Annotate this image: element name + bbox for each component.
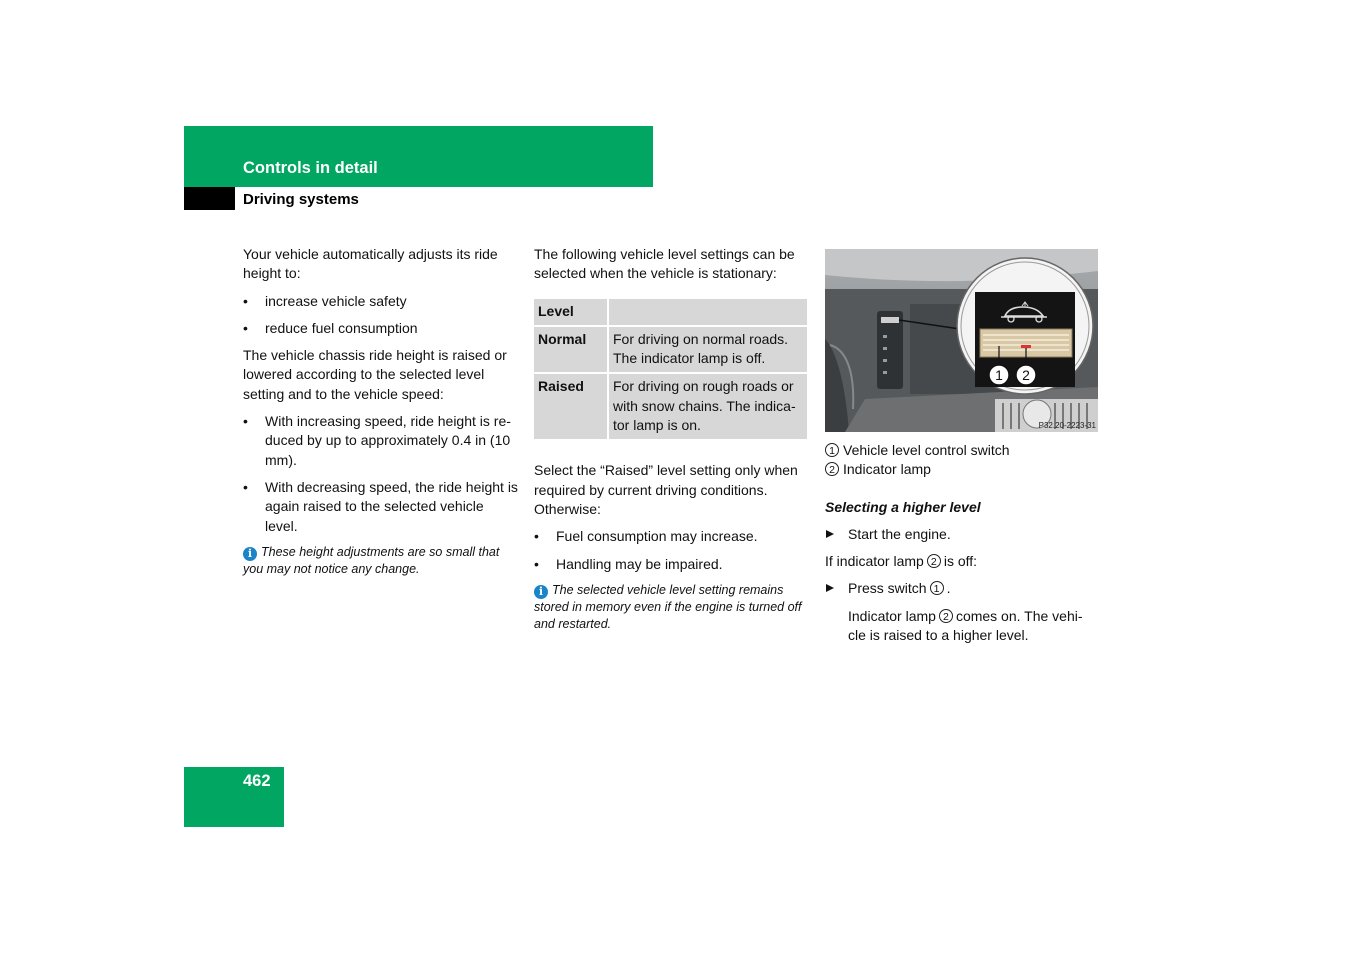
- info-note: i The selected vehicle level setting remains stored in memory even if the engine is turned off and restarted.: [534, 582, 802, 631]
- list-item: • Handling may be impaired.: [534, 555, 809, 574]
- info-note: i These height adjustments are so small that you may not notice any change.: [243, 544, 500, 576]
- paragraph: Select the “Raised” level setting only when required by current driving conditions. Otherwise:: [534, 462, 798, 517]
- subsection-marker: [184, 187, 235, 210]
- number-badge: 2: [927, 554, 941, 568]
- image-code: P32.20-2223-31: [1038, 421, 1096, 430]
- number-badge: 1: [825, 443, 839, 457]
- step-result: Indicator lamp 2 comes on. The vehi-cle is raised to a higher level.: [848, 607, 1083, 644]
- condition-text: If indicator lamp 2 is off:: [825, 553, 978, 570]
- bullet-icon: •: [243, 478, 248, 495]
- level-description: For driving on normal roads. The indicator lamp is off.: [609, 327, 807, 375]
- table-header-row: [534, 299, 807, 327]
- intro-text: The following vehicle level settings can be selected when the vehicle is stationary:: [534, 246, 795, 282]
- list-item: • reduce fuel consumption: [243, 319, 518, 338]
- svg-text:1: 1: [995, 367, 1003, 383]
- column-3: [825, 249, 1099, 645]
- image-legend: [825, 441, 1099, 480]
- arrow-right-icon: [826, 530, 834, 538]
- level-table: [534, 299, 807, 442]
- dashboard-photo: [825, 249, 1098, 432]
- step-item: Start the engine.: [825, 525, 1099, 544]
- level-name: Normal: [534, 327, 609, 375]
- table-header-empty: [609, 299, 807, 327]
- bullet-icon: •: [534, 555, 539, 572]
- legend-item: 1 Vehicle level control switch: [825, 441, 1099, 460]
- svg-text:2: 2: [1022, 367, 1030, 383]
- table-header-cell: Level: [534, 299, 609, 327]
- subsection-title: Driving systems: [243, 191, 359, 208]
- page-number: 462: [243, 772, 271, 790]
- info-icon: i: [243, 547, 257, 561]
- legend-item: 2 Indicator lamp: [825, 460, 1099, 479]
- step-item: Press switch 1 .: [825, 579, 1099, 598]
- level-name: Raised: [534, 374, 609, 441]
- list-item: • With increasing speed, ride height is re-duced by up to approximately 0.4 in (10 mm).: [243, 413, 511, 468]
- list-item: • increase vehicle safety: [243, 292, 518, 311]
- number-badge: 2: [939, 609, 953, 623]
- intro-text: Your vehicle automatically adjusts its ride height to:: [243, 246, 498, 282]
- arrow-right-icon: [826, 584, 834, 592]
- bullet-icon: •: [243, 292, 248, 309]
- info-icon: i: [534, 585, 548, 599]
- column-2: [534, 245, 809, 633]
- list-item: • With decreasing speed, the ride height is again raised to the selected vehicle level.: [243, 478, 518, 534]
- bullet-icon: •: [243, 413, 248, 430]
- section-heading: Selecting a higher level: [825, 498, 981, 515]
- level-description: For driving on rough roads or with snow chains. The indica-tor lamp is on.: [609, 374, 807, 441]
- list-item: • Fuel consumption may increase.: [534, 527, 809, 546]
- section-title: Controls in detail: [243, 159, 378, 177]
- bullet-icon: •: [534, 528, 539, 545]
- column-1: [243, 245, 518, 578]
- table-row: [534, 374, 807, 441]
- bullet-icon: •: [243, 319, 248, 336]
- table-row: [534, 327, 807, 375]
- number-badge: 1: [930, 581, 944, 595]
- paragraph: The vehicle chassis ride height is raised or lowered according to the selected level setting and to the vehicle speed:: [243, 347, 507, 402]
- number-badge: 2: [825, 462, 839, 476]
